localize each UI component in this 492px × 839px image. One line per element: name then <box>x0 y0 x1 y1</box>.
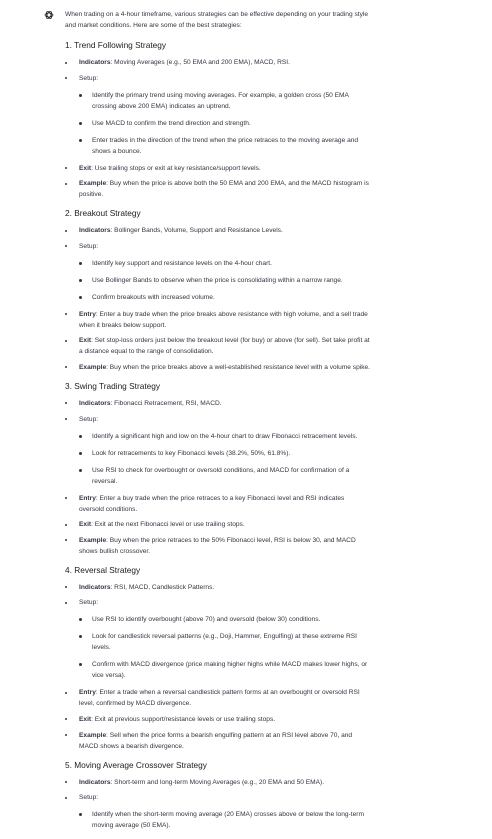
list-item <box>65 73 370 157</box>
setup-steps <box>79 431 370 487</box>
item-text: : Set stop-loss orders just below the breakout level (for buy) or above (for sell). Set take profit at a distance equal to the range of consolidation. <box>79 337 370 356</box>
strategy-section <box>65 381 370 557</box>
list-item <box>65 241 370 303</box>
item-text: Setup: <box>79 415 99 423</box>
list-item <box>65 792 370 831</box>
item-label: Indicators <box>79 227 111 235</box>
message-content <box>65 9 370 839</box>
item-label: Exit <box>79 337 92 345</box>
intro-text: When trading on a 4-hour timeframe, various strategies can be effective depending on your trading style and market conditions. Here are some of the best strategies: <box>65 11 368 29</box>
strategy-section <box>65 208 370 373</box>
setup-step: Look for retracements to key Fibonacci levels (38.2%, 50%, 61.8%). <box>79 448 370 459</box>
section-title: 5. Moving Average Crossover Strategy <box>65 759 207 770</box>
item-label: Exit <box>79 521 92 529</box>
item-label: Indicators <box>79 59 111 66</box>
item-label: Example <box>79 731 107 739</box>
setup-step: Use RSI to identify overbought (above 70) and oversold (below 30) conditions. <box>79 614 370 625</box>
list-item <box>65 714 370 725</box>
list-item <box>65 335 370 357</box>
strategy-list <box>65 777 370 832</box>
setup-steps <box>79 258 370 303</box>
item-label: Example <box>79 536 107 544</box>
item-text: : Buy when the price retraces to the 50% Fibonacci level, RSI is below 30, and MACD shows bullish crossover. <box>79 536 356 555</box>
list-item <box>65 535 370 557</box>
list-item <box>65 163 370 174</box>
item-label: Exit <box>79 715 92 723</box>
strategy-section <box>65 760 370 832</box>
item-text: : Enter a trade when a reversal candlestick pattern forms at an overbought or oversold RSI level, confirmed by MACD divergence. <box>79 689 360 708</box>
list-item <box>65 225 370 236</box>
item-label: Entry <box>79 689 96 697</box>
setup-step: Enter trades in the direction of the trend when the price retraces to the moving average and shows a bounce. <box>79 135 370 157</box>
setup-step: Confirm breakouts with increased volume. <box>79 292 370 303</box>
list-item <box>65 730 370 752</box>
item-label: Exit <box>79 164 92 172</box>
strategy-sections <box>65 40 370 831</box>
list-item <box>65 414 370 487</box>
item-text: : Enter a buy trade when the price retraces to a key Fibonacci level and RSI indicates oversold conditions. <box>79 494 345 513</box>
item-text: Setup: <box>79 74 99 82</box>
item-label: Indicators <box>79 778 111 786</box>
item-text: : Use trailing stops or exit at key resistance/support levels. <box>91 164 261 172</box>
setup-step: Use RSI to check for overbought or oversold conditions, and MACD for confirmation of a reversal. <box>79 465 370 487</box>
item-text: : Fibonacci Retracement, RSI, MACD. <box>110 399 222 407</box>
item-text: : RSI, MACD, Candlestick Patterns. <box>110 583 215 591</box>
list-item <box>65 362 370 373</box>
setup-step: Use Bollinger Bands to observe when the price is consolidating within a narrow range. <box>79 275 370 286</box>
list-item <box>65 309 370 331</box>
strategy-section <box>65 40 370 200</box>
setup-step: Look for candlestick reversal patterns (e.g., Doji, Hammer, Engulfing) at these extreme RSI levels. <box>79 631 370 653</box>
item-label: Entry <box>79 310 96 318</box>
list-item <box>65 582 370 593</box>
item-text: : Enter a buy trade when the price breaks above resistance with high volume, and a sell trade when it breaks below support. <box>79 310 368 329</box>
strategy-list <box>65 57 370 200</box>
list-item <box>65 57 370 68</box>
item-text: : Bollinger Bands, Volume, Support and Resistance Levels. <box>110 227 283 235</box>
item-text: : Moving Averages (e.g., 50 EMA and 200 EMA), MACD, RSI. <box>110 59 290 66</box>
section-title: 1. Trend Following Strategy <box>65 40 166 50</box>
item-label: Entry <box>79 494 96 502</box>
item-label: Example <box>79 180 107 188</box>
list-item <box>65 519 370 530</box>
setup-steps <box>79 614 370 681</box>
section-title: 4. Reversal Strategy <box>65 564 141 575</box>
setup-step: Identify the primary trend using moving averages. For example, a golden cross (50 EMA crossing above 200 EMA) indicates an uptrend. <box>79 90 370 112</box>
list-item <box>65 398 370 409</box>
item-text: Setup: <box>79 794 99 802</box>
item-text: : Sell when the price forms a bearish engulfing pattern at an RSI level above 70, and MACD shows a bearish divergence. <box>79 731 353 750</box>
item-text: : Exit at previous support/resistance levels or use trailing stops. <box>91 715 276 723</box>
item-text: : Short-term and long-term Moving Averages (e.g., 20 EMA and 50 EMA). <box>110 778 325 786</box>
item-label: Indicators <box>79 583 111 591</box>
setup-steps <box>79 809 370 831</box>
list-item <box>65 178 370 200</box>
section-title: 2. Breakout Strategy <box>65 208 141 219</box>
setup-step: Identify key support and resistance levels on the 4-hour chart. <box>79 258 370 269</box>
list-item <box>65 597 370 681</box>
item-text: : Buy when the price breaks above a well-established resistance level with a volume spike. <box>106 363 371 371</box>
item-text: : Buy when the price is above both the 50 EMA and 200 EMA, and the MACD histogram is positive. <box>79 180 369 199</box>
item-text: Setup: <box>79 242 99 250</box>
strategy-list <box>65 582 370 752</box>
setup-step: Identify when the short-term moving average (20 EMA) crosses above or below the long-term moving average (50 EMA). <box>79 809 370 831</box>
item-label: Example <box>79 363 107 371</box>
setup-step: Confirm with MACD divergence (price making higher highs while MACD makes lower highs, or vice versa). <box>79 659 370 681</box>
list-item <box>65 493 370 515</box>
openai-logo-icon <box>43 9 55 21</box>
strategy-list <box>65 225 370 373</box>
setup-step: Identify a significant high and low on the 4-hour chart to draw Fibonacci retracement levels. <box>79 431 370 442</box>
item-text: : Exit at the next Fibonacci level or use trailing stops. <box>91 521 245 529</box>
strategy-section <box>65 565 370 752</box>
setup-step: Use MACD to confirm the trend direction and strength. <box>79 118 370 129</box>
section-title: 3. Swing Trading Strategy <box>65 380 161 391</box>
item-text: Setup: <box>79 599 99 607</box>
setup-steps <box>79 90 370 157</box>
list-item <box>65 687 370 709</box>
strategy-list <box>65 398 370 557</box>
list-item <box>65 777 370 788</box>
item-label: Indicators <box>79 399 111 407</box>
